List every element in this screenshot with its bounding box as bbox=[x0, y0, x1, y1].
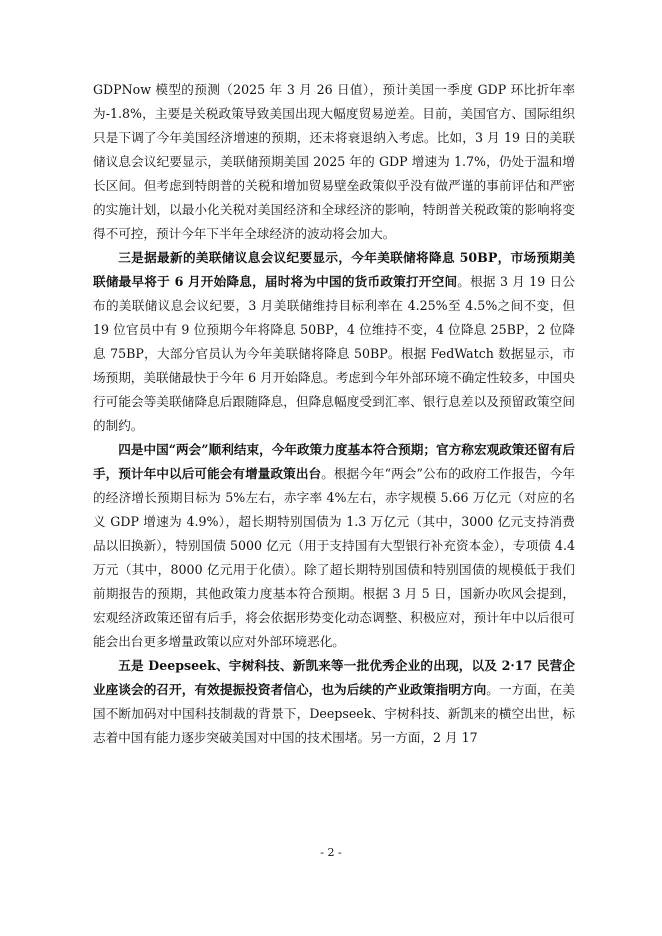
paragraph-text: GDPNow 模型的预测（2025 年 3 月 26 日值），预计美国一季度 GDP 环比折年率为-1.8%，主要是关税政策导致美国出现大幅度贸易逆差。目前，美国官方、国际组织只是下调了今年美国经济增速的预期，还未将衰退纳入考虑。比如，3 月 19 日的美联储议息会议纪要显示，美联储预期美国 2025 年的 GDP 增速为 1.7%，仍处于温和增长区间。但考虑到特朗普的关税和增加贸易壁垒政策似乎没有做严谨的事前评估和严密的实施计划，以最小化关税对美国经济和全球经济的影响，特朗普关税政策的影响将变得不可控，预计今年下半年全球经济的波动将会加大。 bbox=[93, 82, 575, 241]
paragraph-two-sessions bbox=[93, 438, 575, 654]
paragraph-text: 。一方面，在美国不断加码对中国科技制裁的背景下，Deepseek、宇树科技、新凯来的横空出世，标志着中国有能力逐步突破美国对中国的技术围堵。另一方面，2 月 17 bbox=[93, 682, 576, 745]
paragraph-text: 。根据 3 月 19 日公布的美联储议息会议纪要，3 月美联储维持目标利率在 4.25%至 4.5%之间不变，但 19 位官员中有 9 位预期今年将降息 50BP，4 位维持不变，4 位降息 25BP，2 位降息 75BP，大部分官员认为今年美联储将降息 50BP。根据 FedWatch 数据显示，市场预期，美联储最快于今年 6 月开始降息。考虑到今年外部环境不确定性较多，中国央行可能会等美联储降息后跟随降息，但降息幅度受到汇率、银行息差以及预留政策空间的制约。 bbox=[93, 274, 575, 433]
paragraph-heading: 三是据最新的美联储议息会议纪要显示，今年美联储将降息 50BP，市场预期美联储最早将于 6 月开始降息，届时将为中国的货币政策打开空间 bbox=[93, 250, 575, 289]
paragraph-heading: 五是 Deepseek、宇树科技、新凯来等一批优秀企业的出现，以及 2·17 民营企业座谈会的召开，有效提振投资者信心，也为后续的产业政策指明方向 bbox=[93, 658, 575, 697]
paragraph-gdp-forecast bbox=[93, 78, 575, 246]
paragraph-fed-rate-cut bbox=[93, 246, 575, 438]
paragraph-tech-enterprises bbox=[93, 654, 575, 750]
page-number: - 2 - bbox=[320, 846, 342, 859]
body-text bbox=[93, 78, 575, 750]
paragraph-heading: 四是中国“两会”顺利结束，今年政策力度基本符合预期；官方称宏观政策还留有后手，预计年中以后可能会有增量政策出台 bbox=[93, 442, 575, 481]
paragraph-text: 。根据今年“两会”公布的政府工作报告，今年的经济增长预期目标为 5%左右，赤字率 4%左右，赤字规模 5.66 万亿元（对应的名义 GDP 增速为 4.9%），超长期特别国债为 1.3 万亿元（其中，3000 亿元支持消费品以旧换新），特别国债 5000 亿元（用于支持国有大型银行补充资本金），专项债 4.4 万元（其中，8000 亿元用于化债）。除了超长期特别国债和特别国债的规模低于我们前期报告的预期，其他政策力度基本符合预期。根据 3 月 5 日，国新办吹风会提到，宏观经济政策还留有后手，将会依据形势变化动态调整、积极应对，预计年中以后很可能会出台更多增量政策以应对外部环境恶化。 bbox=[93, 466, 575, 649]
